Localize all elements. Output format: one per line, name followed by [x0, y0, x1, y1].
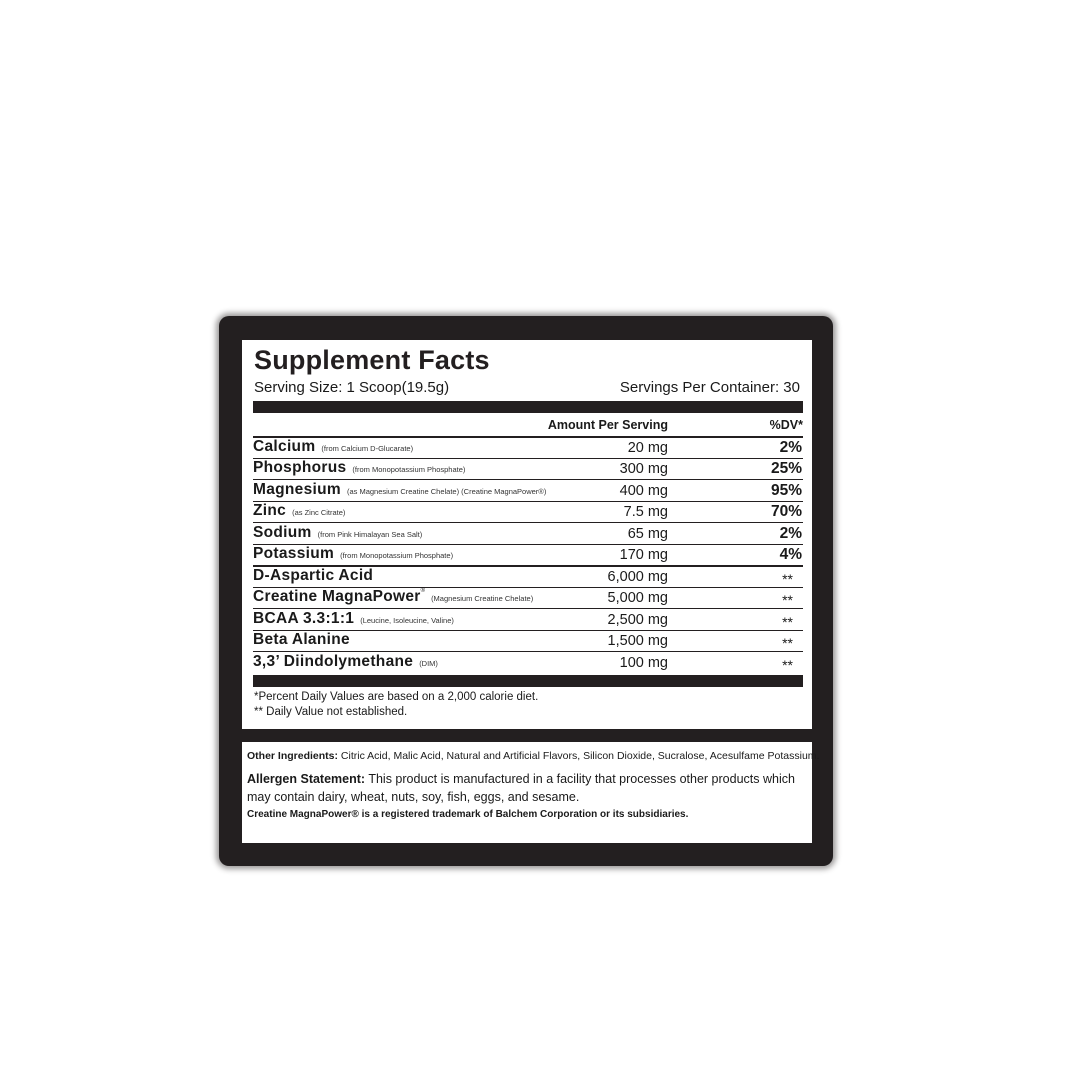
nutrient-source: (from Monopotassium Phosphate) [352, 465, 466, 474]
nutrient-daily-value: 95% [770, 481, 802, 499]
nutrient-daily-value: ** [782, 613, 793, 630]
nutrient-name: D-Aspartic Acid [253, 566, 374, 584]
nutrient-daily-value: 70% [770, 503, 802, 520]
nutrient-daily-value: ** [782, 635, 793, 651]
nutrient-source: (from Calcium D-Glucarate) [321, 443, 414, 453]
nutrient-label [253, 588, 533, 606]
nutrient-row [253, 458, 803, 480]
nutrient-daily-value: 2% [779, 438, 802, 456]
footnote-daily-values: *Percent Daily Values are based on a 2,000 calorie diet. [254, 691, 539, 703]
nutrient-daily-value: ** [782, 656, 793, 673]
nutrient-amount: 100 mg [619, 654, 668, 671]
nutrient-amount: 6,000 mg [607, 568, 668, 585]
other-ingredients-text: Citric Acid, Malic Acid, Natural and Artificial Flavors, Silicon Dioxide, Sucralose, Acesulfame Potassium. [338, 750, 820, 762]
nutrient-label [253, 459, 465, 477]
amount-per-serving-header: Amount Per Serving [547, 418, 668, 432]
nutrient-label [253, 631, 356, 649]
nutrient-source: (from Monopotassium Phosphate) [340, 551, 454, 560]
nutrient-daily-value: ** [782, 592, 793, 608]
nutrient-label [253, 610, 454, 628]
nutrient-amount: 65 mg [627, 525, 668, 542]
trademark-notice: Creatine MagnaPower® is a registered trademark of Balchem Corporation or its subsidiaries. [247, 809, 689, 820]
nutrient-daily-value: 25% [770, 460, 802, 477]
nutrient-amount: 2,500 mg [607, 611, 668, 628]
nutrient-label [253, 545, 453, 563]
nutrient-name: Calcium [253, 437, 316, 455]
footnote-not-established: ** Daily Value not established. [254, 706, 408, 718]
nutrient-label [253, 502, 345, 520]
nutrient-label [253, 653, 438, 671]
nutrient-source: (as Magnesium Creatine Chelate) (Creatine MagnaPower®) [346, 486, 547, 496]
nutrient-daily-value: 2% [779, 524, 802, 542]
other-ingredients-label: Other Ingredients: [247, 750, 339, 762]
nutrient-row [253, 479, 803, 501]
nutrient-row [253, 436, 803, 458]
nutrient-label [253, 481, 546, 499]
nutrient-amount: 1,500 mg [607, 633, 668, 649]
nutrient-name: Magnesium [253, 480, 341, 498]
nutrient-name: Potassium [253, 545, 335, 562]
nutrient-source: (Magnesium Creatine Chelate) [431, 594, 534, 603]
nutrient-name: 3,3’ Diindolymethane [253, 652, 414, 670]
nutrient-name: BCAA 3.3:1:1 [253, 609, 355, 627]
nutrient-row [253, 565, 803, 587]
nutrient-row [253, 544, 803, 566]
ingredients-panel [242, 742, 820, 843]
nutrient-name: Beta Alanine [253, 631, 350, 648]
registered-mark: ® [420, 588, 426, 594]
nutrient-amount: 5,000 mg [607, 590, 668, 606]
nutrient-label [253, 438, 413, 456]
nutrient-source: (DIM) [419, 658, 438, 668]
nutrient-amount: 7.5 mg [623, 504, 668, 520]
nutrient-row [253, 587, 803, 609]
nutrient-name: Zinc [253, 502, 287, 519]
nutrient-row [253, 608, 803, 630]
daily-value-header: %DV* [769, 418, 803, 432]
nutrient-row [253, 630, 803, 652]
nutrient-row [253, 651, 803, 673]
nutrient-table [253, 436, 803, 673]
nutrient-amount: 400 mg [619, 482, 668, 499]
allergen-label: Allergen Statement: [247, 772, 366, 786]
allergen-statement [247, 770, 812, 806]
nutrient-name: Phosphorus [253, 459, 347, 476]
column-header-row [253, 416, 803, 436]
bottom-divider-bar [253, 675, 803, 687]
supplement-facts-panel [242, 340, 812, 729]
nutrient-label [253, 524, 422, 542]
servings-per-container: Servings Per Container: 30 [619, 379, 800, 396]
nutrient-amount: 20 mg [627, 439, 668, 456]
allergen-text: This product is manufactured in a facility that processes other products which may contain dairy, wheat, nuts, soy, fish, eggs, and sesame. [247, 772, 795, 804]
other-ingredients [247, 750, 820, 762]
nutrient-row [253, 522, 803, 544]
nutrient-label [253, 567, 379, 585]
nutrient-row [253, 501, 803, 523]
nutrient-daily-value: 4% [779, 546, 802, 563]
nutrient-name: Sodium [253, 523, 312, 541]
serving-size: Serving Size: 1 Scoop(19.5g) [254, 379, 450, 396]
nutrient-source: (from Pink Himalayan Sea Salt) [317, 529, 423, 539]
nutrient-name: Creatine MagnaPower [253, 588, 421, 605]
top-divider-bar [253, 401, 803, 413]
nutrient-amount: 300 mg [619, 461, 668, 477]
nutrient-source: (as Zinc Citrate) [292, 508, 346, 517]
nutrient-daily-value: ** [782, 570, 793, 587]
nutrient-source: (Leucine, Isoleucine, Valine) [360, 615, 454, 625]
nutrient-amount: 170 mg [619, 547, 668, 563]
panel-title: Supplement Facts [254, 345, 490, 375]
